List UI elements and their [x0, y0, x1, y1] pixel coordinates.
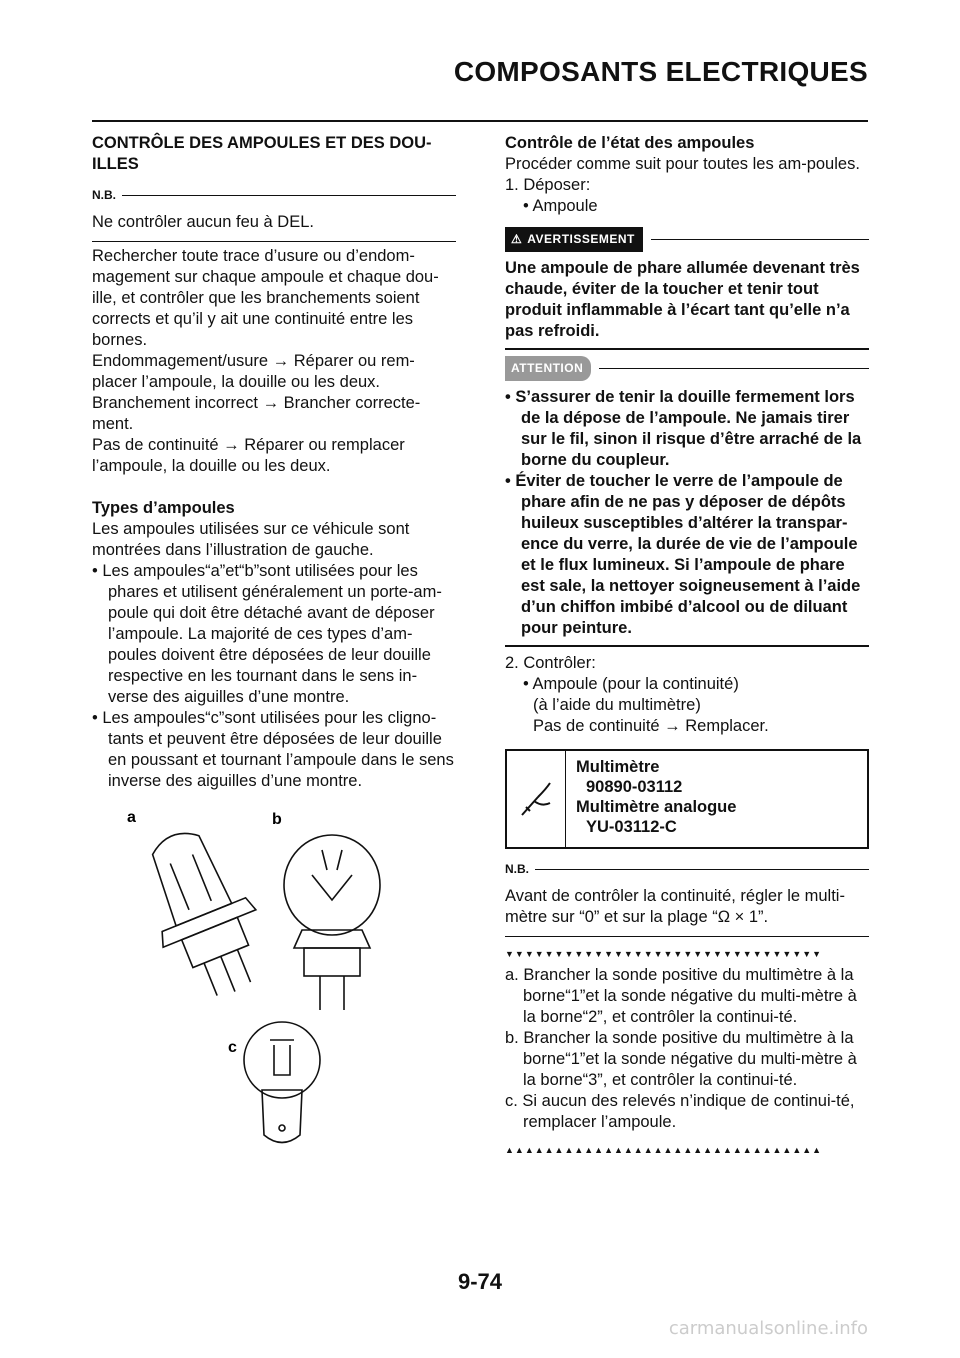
paragraph: Pas de continuité → Réparer ou remplacer l’ampoule, la douille ou les deux.: [92, 436, 405, 475]
label-b: b: [272, 811, 282, 828]
header-rule: [92, 120, 868, 122]
tool-1-code: 90890-03112: [586, 778, 683, 796]
watermark: carmanualsonline.info: [668, 1318, 868, 1339]
caution-badge: ATTENTION: [505, 356, 591, 381]
caution-header: [505, 356, 869, 381]
page-header-title: COMPOSANTS ELECTRIQUES: [453, 56, 868, 87]
step-2-sub: (à l’aide du multimètre): [533, 696, 701, 714]
warning-triangle-icon: ⚠: [511, 232, 523, 246]
warning-rule: [651, 239, 869, 240]
special-tool-box: [505, 749, 869, 849]
substep-a: a. Brancher la sonde positive du multimètre à la borne“1”et la sonde négative du multi-mètre à la borne“2”, et contrôler la continui-té.: [505, 966, 857, 1026]
paragraph: Endommagement/usure → Réparer ou rem-placer l’ampoule, la douille ou les deux.: [92, 352, 415, 391]
nb-rule: [535, 869, 869, 870]
warning-header: [505, 227, 869, 252]
tool-1-name: Multimètre: [576, 758, 660, 776]
bulb-a: [126, 817, 282, 1010]
tool-text: [566, 751, 746, 847]
list-item: • Les ampoules“a”et“b”sont utilisées pour les phares et utilisent généralement un porte-am-poule qui doit être détaché avant de déposer l’ampoule. La majorité de ces types d’am-poules doivent être déposées de leur douille respective en les tournant dans le sens in-verse des aiguilles d’une montre.: [92, 562, 442, 706]
bulb-b: [284, 835, 380, 1010]
caution-item: • S’assurer de tenir la douille fermement lors de la dépose de l’ampoule. Ne jamais tirer sur le fil, sinon il risque d’être arraché de la borne du coupleur.: [505, 388, 862, 469]
step-2-sub: Pas de continuité → Remplacer.: [533, 717, 769, 735]
caution-item: • Éviter de toucher le verre de l’ampoule de phare afin de ne pas y déposer de dépôts huileux susceptibles d’altérer la transpar-ence du verre, la durée de vie de l’ampoule et le flux lumineux. Si l’ampoule de phare est sale, la nettoyer soigneusement à l’aide d’un chiffon imbibé d’alcool ou de diluant pour peinture.: [505, 472, 861, 637]
step-1-item: • Ampoule: [523, 197, 598, 215]
section-title: CONTRÔLE DES AMPOULES ET DES DOU-ILLES: [92, 134, 432, 173]
paragraph: Procéder comme suit pour toutes les am-poules.: [505, 155, 860, 173]
left-column: [92, 133, 456, 792]
label-a: a: [127, 809, 136, 826]
bulb-c: [244, 1022, 320, 1143]
tool-2-name: Multimètre analogue: [576, 798, 737, 816]
step-2-item: • Ampoule (pour la continuité): [523, 675, 739, 693]
right-column: [505, 133, 869, 1161]
substep-c: c. Si aucun des relevés n’indique de continui-té, remplacer l’ampoule.: [505, 1092, 855, 1131]
warning-badge: ⚠ AVERTISSEMENT: [505, 227, 643, 252]
nb-text: Ne contrôler aucun feu à DEL.: [92, 206, 456, 242]
nb-header: [505, 859, 869, 880]
step-2: 2. Contrôler:: [505, 654, 596, 672]
triangle-row-up: ▲▲▲▲▲▲▲▲▲▲▲▲▲▲▲▲▲▲▲▲▲▲▲▲▲▲▲▲▲▲▲▲: [505, 1145, 823, 1155]
paragraph: Branchement incorrect → Brancher correcte-ment.: [92, 394, 421, 433]
bulb-illustration: [92, 800, 456, 1170]
nb-header: [92, 185, 456, 206]
caution-end-rule: [505, 645, 869, 647]
tool-2-code: YU-03112-C: [586, 818, 677, 836]
page-number: 9-74: [457, 1269, 503, 1294]
nb-label: N.B.: [505, 862, 529, 876]
list-item: • Les ampoules“c”sont utilisées pour les cligno-tants et peuvent être déposées de leur douille en poussant et tournant l’ampoule dans le sens inverse des aiguilles d’une montre.: [92, 709, 454, 790]
right-title: Contrôle de l’état des ampoules: [505, 134, 755, 152]
step-1: 1. Déposer:: [505, 176, 591, 194]
types-title: Types d’ampoules: [92, 499, 235, 517]
caution-rule: [599, 368, 869, 369]
nb-label: N.B.: [92, 188, 116, 202]
warning-text: Une ampoule de phare allumée devenant très chaude, éviter de la toucher et tenir tout produit inflammable à l’écart tant qu’elle n’a pas refroidi.: [505, 259, 860, 340]
nb-text: Avant de contrôler la continuité, régler le multi-mètre sur “0” et sur la plage “Ω × 1”.: [505, 880, 869, 937]
substep-b: b. Brancher la sonde positive du multimètre à la borne“1”et la sonde négative du multi-mètre à la borne“3”, et contrôler la continui-té.: [505, 1029, 857, 1089]
tool-icon: [507, 751, 566, 847]
paragraph: Les ampoules utilisées sur ce véhicule sont montrées dans l’illustration de gauche.: [92, 520, 410, 559]
warning-end-rule: [505, 348, 869, 350]
triangle-row-down: ▼▼▼▼▼▼▼▼▼▼▼▼▼▼▼▼▼▼▼▼▼▼▼▼▼▼▼▼▼▼▼▼: [505, 949, 823, 959]
paragraph: Rechercher toute trace d’usure ou d’endom-magement sur chaque ampoule et chaque dou-ille, et contrôler que les branchements soient corrects et qu’il y ait une continuité entre les bornes.: [92, 247, 439, 349]
nb-rule: [122, 195, 456, 196]
label-c: c: [228, 1039, 237, 1056]
